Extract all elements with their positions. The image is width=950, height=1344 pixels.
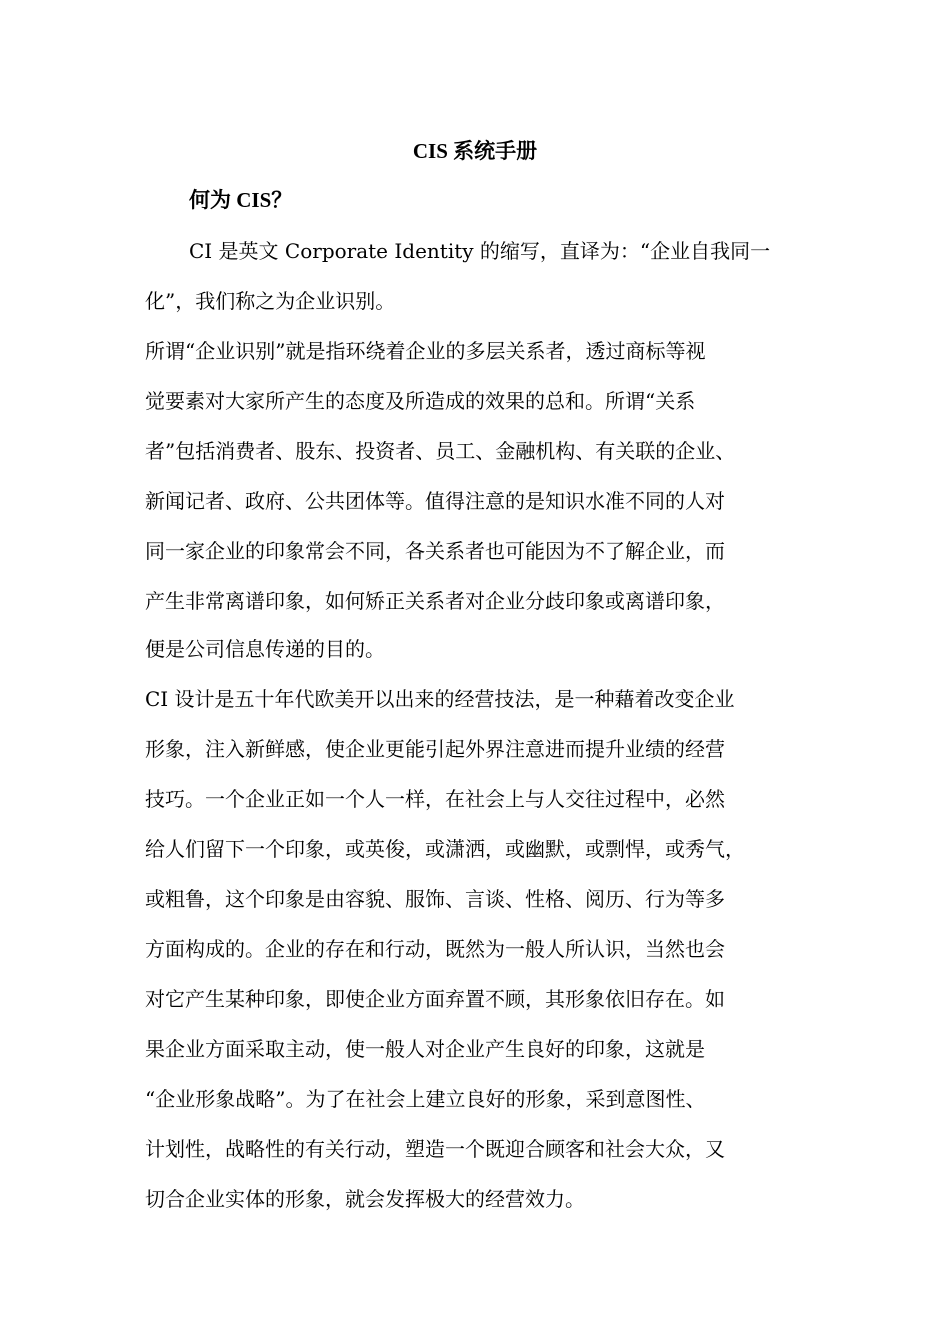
body-line: 新闻记者、政府、公共团体等。值得注意的是知识水准不同的人对 <box>145 489 725 513</box>
body-line: CI 是英文 Corporate Identity 的缩写，直译为：“企业自我同一 <box>189 239 771 263</box>
body-line: “企业形象战略”。为了在社会上建立良好的形象，采到意图性、 <box>145 1087 706 1111</box>
body-line: 对它产生某种印象，即使企业方面弃置不顾，其形象依旧存在。如 <box>145 987 725 1011</box>
body-line: 形象，注入新鲜感，使企业更能引起外界注意进而提升业绩的经营 <box>145 737 725 761</box>
body-line: 者”包括消费者、股东、投资者、员工、金融机构、有关联的企业、 <box>145 439 736 463</box>
body-line: 技巧。一个企业正如一个人一样，在社会上与人交往过程中，必然 <box>145 787 725 811</box>
body-line: 觉要素对大家所产生的态度及所造成的效果的总和。所谓“关系 <box>145 389 696 413</box>
body-line: CI 设计是五十年代欧美开以出来的经营技法，是一种藉着改变企业 <box>145 687 735 711</box>
body-line: 果企业方面采取主动，使一般人对企业产生良好的印象，这就是 <box>145 1037 705 1061</box>
body-line: 方面构成的。企业的存在和行动，既然为一般人所认识，当然也会 <box>145 937 725 961</box>
body-line: 所谓“企业识别”就是指环绕着企业的多层关系者，透过商标等视 <box>145 339 706 363</box>
body-line: 化”，我们称之为企业识别。 <box>145 289 396 313</box>
section-heading: 何为 CIS？ <box>189 188 293 212</box>
body-line: 计划性，战略性的有关行动，塑造一个既迎合顾客和社会大众，又 <box>145 1137 725 1161</box>
body-line: 产生非常离谱印象，如何矫正关系者对企业分歧印象或离谱印象， <box>145 589 725 613</box>
body-line: 便是公司信息传递的目的。 <box>145 637 385 661</box>
document-title: CIS 系统手册 <box>412 139 538 163</box>
body-line: 同一家企业的印象常会不同，各关系者也可能因为不了解企业，而 <box>145 539 725 563</box>
body-line: 给人们留下一个印象，或英俊，或潇洒，或幽默，或剽悍，或秀气， <box>145 837 745 861</box>
body-line: 或粗鲁，这个印象是由容貌、服饰、言谈、性格、阅历、行为等多 <box>145 887 725 911</box>
body-line: 切合企业实体的形象，就会发挥极大的经营效力。 <box>145 1187 585 1211</box>
